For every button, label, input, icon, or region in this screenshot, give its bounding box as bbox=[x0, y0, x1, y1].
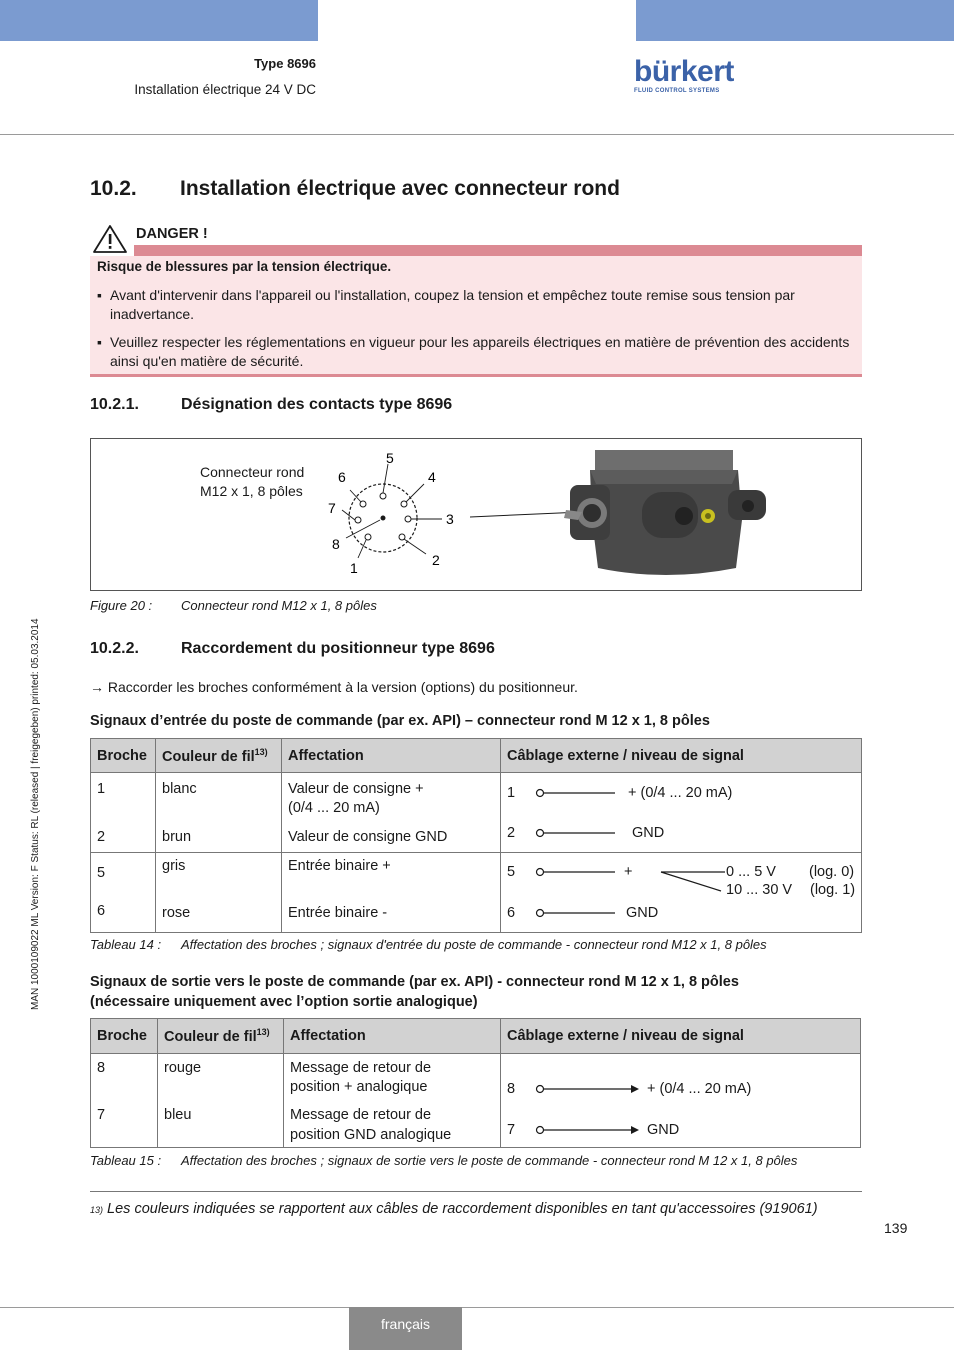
table-header bbox=[501, 1019, 861, 1054]
footnote-divider bbox=[90, 1191, 862, 1192]
subsection-number: 10.2.1. bbox=[90, 396, 139, 413]
wiring-label: GND bbox=[632, 825, 665, 841]
pin-cell: 6 bbox=[97, 903, 106, 919]
wiring-pin: 5 bbox=[507, 864, 516, 880]
wiring-cell bbox=[501, 773, 862, 853]
table-header bbox=[156, 739, 282, 773]
logo-text: bürkert bbox=[634, 55, 734, 88]
page-number: 139 bbox=[884, 1220, 908, 1236]
wire-line bbox=[535, 906, 625, 920]
pin-label: 5 bbox=[386, 450, 394, 466]
figure-caption: Connecteur rond M12 x 1, 8 pôles bbox=[181, 598, 377, 613]
danger-item-text: Veuillez respecter les réglementations en vigueur pour les appareils électriques en matière de prévention des accidents ainsi qu'en matière de sécurité. bbox=[110, 334, 850, 369]
footnote-number: 13) bbox=[90, 1205, 104, 1215]
header-label: Broche bbox=[97, 1028, 147, 1044]
color-cell: bleu bbox=[164, 1107, 192, 1123]
wiring-pin: 7 bbox=[507, 1122, 516, 1138]
footnote bbox=[90, 1200, 830, 1220]
table-header bbox=[501, 739, 862, 773]
table-header bbox=[158, 1019, 284, 1054]
wiring-cell bbox=[501, 853, 862, 933]
input-signals-table bbox=[90, 738, 862, 933]
subsection-title-text: Raccordement du positionneur type 8696 bbox=[181, 640, 495, 657]
pin-label: 3 bbox=[446, 511, 454, 527]
burkert-logo bbox=[634, 57, 734, 97]
table-row bbox=[91, 853, 862, 933]
wiring-pin: 2 bbox=[507, 825, 516, 841]
language-tab: français bbox=[349, 1307, 462, 1350]
table-caption-number: Tableau 14 : bbox=[90, 937, 162, 952]
section-title-text: Installation électrique avec connecteur rond bbox=[180, 177, 620, 200]
instruction-text: → Raccorder les broches conformément à la version (options) du positionneur. bbox=[90, 679, 578, 695]
pin-cell: 2 bbox=[97, 829, 106, 845]
section-title bbox=[90, 177, 620, 201]
assign-cell: position + analogique bbox=[290, 1079, 428, 1095]
footnote-ref: 13) bbox=[256, 1027, 270, 1038]
doc-type: Type 8696 bbox=[254, 56, 316, 71]
pin-label: 7 bbox=[328, 500, 336, 516]
danger-item bbox=[97, 333, 852, 371]
wire-line bbox=[535, 786, 625, 800]
danger-bar bbox=[134, 245, 862, 256]
header-label: Affectation bbox=[290, 1028, 366, 1044]
warning-triangle-icon bbox=[92, 224, 128, 254]
header-divider bbox=[0, 134, 954, 135]
pin-label: 2 bbox=[432, 552, 440, 568]
table-caption-number: Tableau 15 : bbox=[90, 1153, 162, 1168]
subsection-title-text: Désignation des contacts type 8696 bbox=[181, 396, 453, 413]
header-label: Câblage externe / niveau de signal bbox=[507, 747, 744, 764]
header-bar-right bbox=[636, 0, 954, 41]
assign-cell: Message de retour de bbox=[290, 1107, 432, 1123]
color-cell: gris bbox=[162, 858, 186, 874]
bullet-icon: ▪ bbox=[97, 287, 102, 303]
header-label: Affectation bbox=[288, 747, 364, 764]
figure-caption-number: Figure 20 : bbox=[90, 598, 153, 613]
pin-label: 8 bbox=[332, 536, 340, 552]
wiring-cell bbox=[501, 1054, 861, 1148]
footnote-ref: 13) bbox=[254, 746, 268, 757]
header-label: Câblage externe / niveau de signal bbox=[507, 1028, 744, 1044]
table-header bbox=[282, 739, 501, 773]
table-title: Signaux de sortie vers le poste de commande (par ex. API) - connecteur rond M 12 x 1, 8 pôles bbox=[90, 974, 739, 990]
table-caption: Affectation des broches ; signaux d'entrée du poste de commande - connecteur rond M12 x 1, 8 pôles bbox=[181, 937, 767, 952]
level-log: (log. 0) bbox=[809, 864, 855, 880]
danger-risk: Risque de blessures par la tension électrique. bbox=[97, 259, 392, 274]
assign-cell: Valeur de consigne GND bbox=[288, 829, 448, 845]
assign-cell: position GND analogique bbox=[290, 1127, 452, 1143]
connector-label: Connecteur rond bbox=[200, 464, 305, 480]
wiring-label: + (0/4 ... 20 mA) bbox=[628, 785, 733, 801]
wiring-pin: 6 bbox=[507, 905, 516, 921]
wire-arrow bbox=[535, 1123, 645, 1137]
pin-cell: 7 bbox=[97, 1107, 106, 1123]
pin-label: 6 bbox=[338, 469, 346, 485]
header-label: Couleur de fil bbox=[162, 748, 255, 765]
table-title: Signaux d’entrée du poste de commande (par ex. API) – connecteur rond M 12 x 1, 8 pôles bbox=[90, 713, 710, 729]
color-cell: rouge bbox=[164, 1060, 202, 1076]
assign-cell: (0/4 ... 20 mA) bbox=[288, 800, 380, 816]
wiring-label: + (0/4 ... 20 mA) bbox=[647, 1081, 752, 1097]
wiring-label: GND bbox=[647, 1122, 680, 1138]
level-range: 0 ... 5 V bbox=[726, 864, 776, 880]
positioner-image bbox=[470, 450, 770, 582]
subsection-title bbox=[90, 396, 452, 414]
pin-cell: 5 bbox=[97, 865, 106, 881]
table-header bbox=[91, 1019, 158, 1054]
pinout-diagram bbox=[320, 446, 470, 576]
assign-cell: Message de retour de bbox=[290, 1060, 432, 1076]
side-doc-info: MAN 1000109022 ML Version: F Status: RL (released | freigegeben) printed: 05.03.2014 bbox=[30, 618, 41, 1010]
assign-cell: Entrée binaire - bbox=[288, 905, 388, 921]
header-label: Couleur de fil bbox=[164, 1028, 257, 1045]
header-label: Broche bbox=[97, 747, 147, 764]
section-number: 10.2. bbox=[90, 177, 137, 200]
level-switch-lines bbox=[651, 865, 731, 895]
wiring-label: GND bbox=[626, 905, 659, 921]
table-row bbox=[91, 773, 862, 853]
level-range: 10 ... 30 V bbox=[726, 882, 793, 898]
table-row bbox=[91, 1054, 861, 1148]
table-header bbox=[91, 739, 156, 773]
wiring-pin: 8 bbox=[507, 1081, 516, 1097]
footer-divider bbox=[0, 1307, 954, 1308]
header-bar-left bbox=[0, 0, 318, 41]
assign-cell: Entrée binaire + bbox=[288, 858, 391, 874]
table-title: (nécessaire uniquement avec l’option sortie analogique) bbox=[90, 994, 478, 1010]
logo-subtitle: FLUID CONTROL SYSTEMS bbox=[634, 88, 720, 94]
footnote-text: Les couleurs indiquées se rapportent aux câbles de raccordement disponibles en tant qu'accessoires (919061) bbox=[107, 1201, 818, 1217]
color-cell: blanc bbox=[162, 781, 197, 797]
doc-subtitle: Installation électrique 24 V DC bbox=[134, 82, 316, 97]
danger-item bbox=[97, 286, 852, 324]
connector-label: M12 x 1, 8 pôles bbox=[200, 483, 303, 499]
pin-cell: 8 bbox=[97, 1060, 106, 1076]
bullet-icon: ▪ bbox=[97, 334, 102, 350]
table-header bbox=[284, 1019, 501, 1054]
level-log: (log. 1) bbox=[810, 882, 856, 898]
subsection-title bbox=[90, 640, 495, 658]
pin-cell: 1 bbox=[97, 781, 106, 797]
wire-line bbox=[535, 826, 625, 840]
danger-label: DANGER ! bbox=[136, 226, 208, 242]
wiring-pin: 1 bbox=[507, 785, 516, 801]
color-cell: brun bbox=[162, 829, 192, 845]
pin-label: 1 bbox=[350, 560, 358, 576]
danger-box bbox=[90, 256, 862, 377]
pin-label: 4 bbox=[428, 469, 436, 485]
subsection-number: 10.2.2. bbox=[90, 640, 139, 657]
wire-arrow bbox=[535, 1082, 645, 1096]
wire-line bbox=[535, 865, 625, 879]
wiring-label: + bbox=[624, 864, 633, 880]
output-signals-table bbox=[90, 1018, 861, 1148]
table-caption: Affectation des broches ; signaux de sortie vers le poste de commande - connecteur rond M 12 x 1, 8 pôles bbox=[181, 1153, 798, 1168]
assign-cell: Valeur de consigne + bbox=[288, 781, 424, 797]
danger-item-text: Avant d'intervenir dans l'appareil ou l'installation, coupez la tension et empêchez toute remise sous tension par inadvertance. bbox=[110, 287, 795, 322]
color-cell: rose bbox=[162, 905, 191, 921]
